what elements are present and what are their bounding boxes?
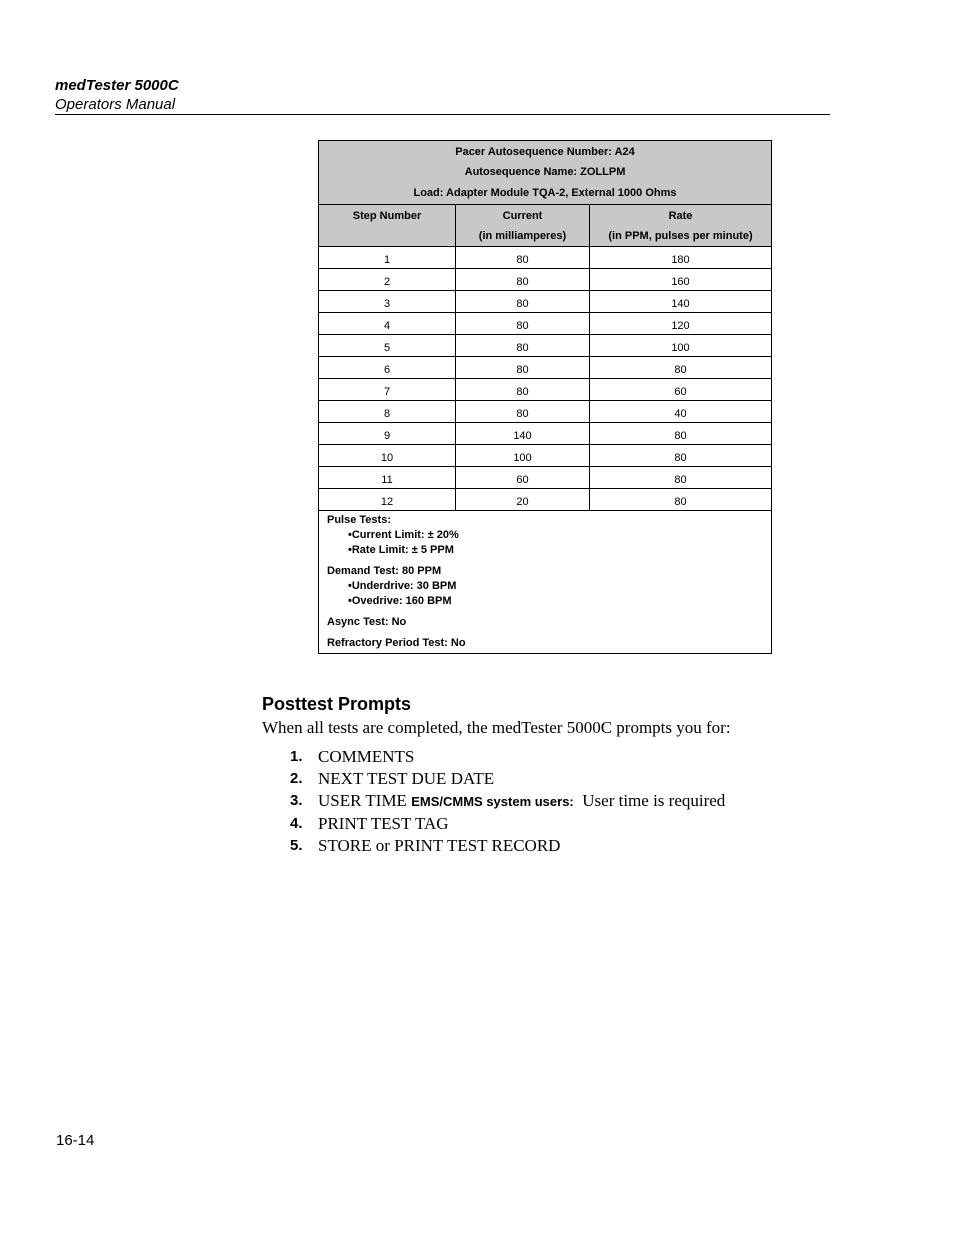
test-notes <box>319 511 772 654</box>
table-row: 6 80 80 <box>319 357 772 379</box>
list-item: 1. COMMENTS <box>290 747 415 766</box>
autosequence-table <box>318 140 772 654</box>
pulse-tests-label: Pulse Tests: <box>327 514 391 526</box>
bullet-icon: • <box>348 544 352 556</box>
table-row: 5 80 100 <box>319 335 772 357</box>
table-row: 11 60 80 <box>319 467 772 489</box>
bullet-icon: • <box>348 580 352 592</box>
autosequence-number: Pacer Autosequence Number: A24 <box>455 145 635 158</box>
list-item: 4. PRINT TEST TAG <box>290 814 449 833</box>
table-row: 2 80 160 <box>319 269 772 291</box>
manual-subtitle: Operators Manual <box>55 96 176 113</box>
autosequence-name: Autosequence Name: ZOLLPM <box>464 166 626 179</box>
section-heading: Posttest Prompts <box>262 694 412 714</box>
underdrive-item: •Underdrive: 30 BPM <box>348 580 457 592</box>
section-intro: When all tests are completed, the medTester 5000C prompts you for: <box>262 718 731 737</box>
page-number: 16-14 <box>56 1132 95 1149</box>
posttest-prompts-section <box>262 692 822 857</box>
list-item: 5. STORE or PRINT TEST RECORD <box>290 836 561 855</box>
bullet-icon: • <box>348 595 352 607</box>
system-users-note: EMS/CMMS system users: <box>411 794 574 809</box>
overdrive-item: •Ovedrive: 160 BPM <box>348 595 452 607</box>
manual-title: medTester 5000C <box>55 77 179 94</box>
column-header-rate: Rate (in PPM, pulses per minute) <box>590 205 772 247</box>
table-row: 9 140 80 <box>319 423 772 445</box>
table-banner <box>319 141 772 205</box>
table-row: 10 100 80 <box>319 445 772 467</box>
table-row: 3 80 140 <box>319 291 772 313</box>
bullet-icon: • <box>348 529 352 541</box>
header-divider <box>55 114 830 115</box>
table-row: 8 80 40 <box>319 401 772 423</box>
current-limit-item: •Current Limit: ± 20% <box>348 529 459 541</box>
table-row: 4 80 120 <box>319 313 772 335</box>
load-description: Load: Adapter Module TQA-2, External 1000 Ohms <box>413 186 677 199</box>
table-row: 7 80 60 <box>319 379 772 401</box>
list-item: 3. USER TIME EMS/CMMS system users: User time is required <box>290 791 726 810</box>
demand-test-label: Demand Test: 80 PPM <box>327 565 442 577</box>
page-header <box>55 76 830 114</box>
table-row: 1 80 180 <box>319 247 772 269</box>
async-test-label: Async Test: No <box>327 616 407 628</box>
refractory-test-label: Refractory Period Test: No <box>327 637 466 649</box>
rate-limit-item: •Rate Limit: ± 5 PPM <box>348 544 454 556</box>
table-row: 12 20 80 <box>319 489 772 511</box>
prompt-list <box>262 746 822 857</box>
column-header-current: Current (in milliamperes) <box>456 205 590 247</box>
list-item: 2. NEXT TEST DUE DATE <box>290 769 495 788</box>
column-header-step: Step Number <box>319 205 456 247</box>
